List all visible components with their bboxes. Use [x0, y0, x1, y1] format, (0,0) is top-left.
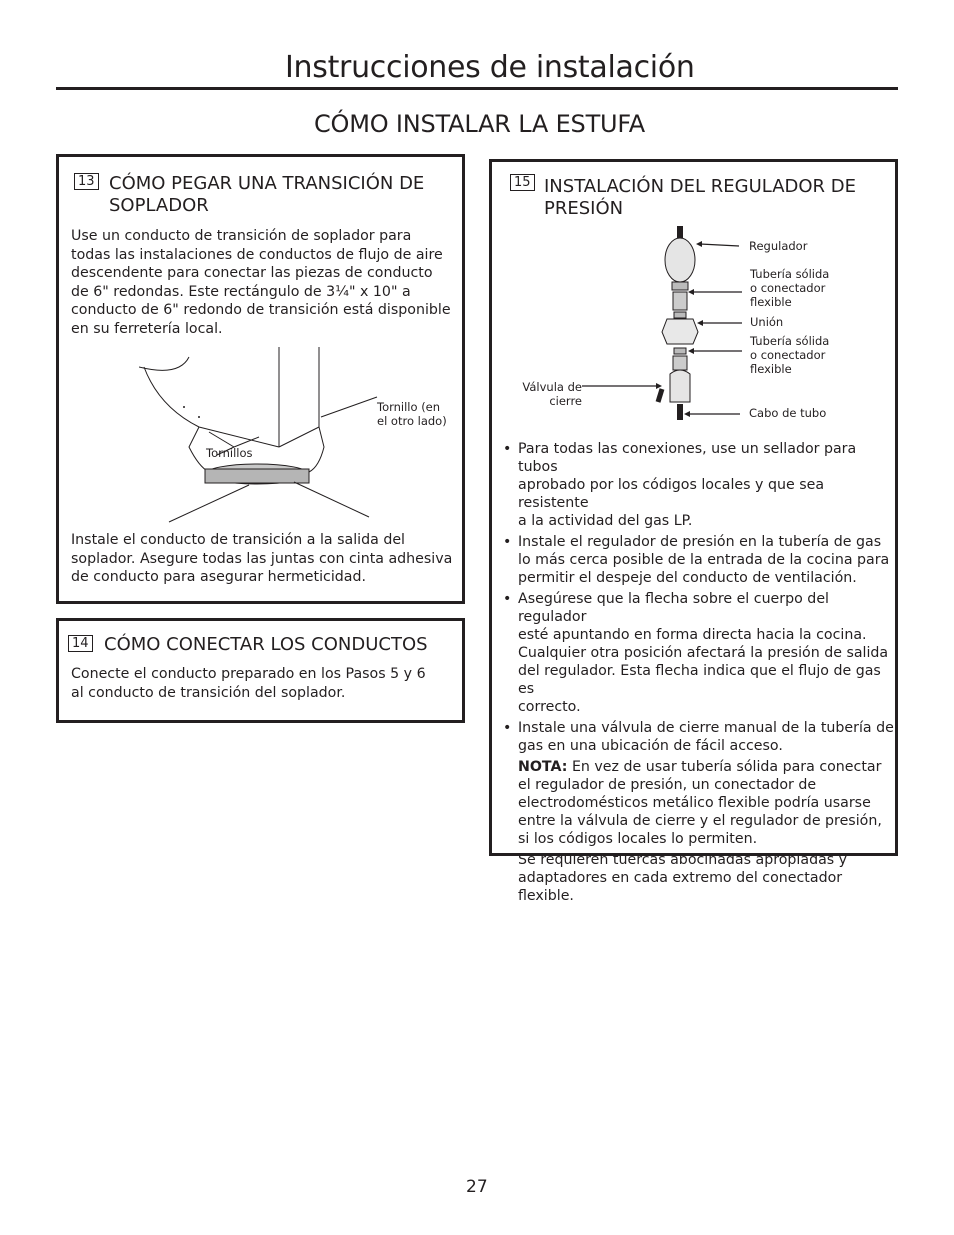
step-14-heading: CÓMO CONECTAR LOS CONDUCTOS	[104, 634, 428, 655]
page-title: Instrucciones de instalación	[285, 50, 695, 85]
title-rule	[56, 87, 898, 90]
callout-screws: Tornillos	[206, 446, 253, 460]
blower-transition-illustration	[139, 347, 459, 527]
callout-screw-other-side: Tornillo (en el otro lado)	[377, 400, 447, 428]
label-tuberia-2: Tubería sólida o conectador flexible	[750, 334, 830, 376]
list-item: • Instale una válvula de cierre manual de la tubería de gas en una ubicación de fácil acceso. NOTA: En vez de usar tubería sólida para conectar el regulador de presión, un conectador de electrodomésticos metálico flexible podría usarse entre la válvula de cierre y el regulador de presión, si los códigos locales lo permiten. Se requieren tuercas abocinadas apropiadas y adaptadores en cada extremo del conectador flexible.	[492, 719, 897, 905]
step-14-box	[56, 618, 465, 723]
list-item: • Para todas las conexiones, use un sellador para tubos aprobado por los códigos locales y que sea resistente a la actividad del gas LP.	[503, 441, 857, 529]
note-2: Se requieren tuercas abocinadas apropiadas y adaptadores en cada extremo del conectador flexible.	[518, 852, 848, 904]
step-15-heading: INSTALACIÓN DEL REGULADOR DE PRESIÓN	[544, 176, 857, 219]
label-union: Unión	[750, 315, 784, 329]
step-13-para2: Instale el conducto de transición a la salida del soplador. Asegure todas las juntas con cinta adhesiva de conducto para asegurar hermeticidad.	[71, 532, 453, 586]
step-15-number: 15	[510, 174, 535, 193]
regulator-assembly-illustration	[574, 224, 764, 424]
label-valvula: Válvula de cierre	[522, 380, 582, 408]
list-item: • Asegúrese que la flecha sobre el cuerpo del regulador esté apuntando en forma directa hacia la cocina. Cualquier otra posición afectará la presión de salida del regulador. Esta flecha indica que el flujo de gas es correcto.	[503, 591, 889, 715]
page-number: 27	[466, 1177, 488, 1197]
section-title: CÓMO INSTALAR LA ESTUFA	[314, 110, 646, 138]
label-regulador: Regulador	[749, 239, 808, 253]
bullet-list	[492, 440, 897, 908]
step-13-box	[56, 154, 465, 604]
step-14-number: 14	[68, 635, 93, 654]
step-13-heading: CÓMO PEGAR UNA TRANSICIÓN DE SOPLADOR	[109, 173, 425, 216]
label-tuberia-1: Tubería sólida o conectador flexible	[750, 267, 830, 309]
step-13-number: 13	[74, 173, 99, 192]
step-14-para: Conecte el conducto preparado en los Pasos 5 y 6 al conducto de transición del soplador.	[71, 666, 426, 701]
label-cabo: Cabo de tubo	[749, 406, 827, 420]
note: NOTA: En vez de usar tubería sólida para conectar el regulador de presión, un conectador de electrodomésticos metálico flexible podría usarse entre la válvula de cierre y el regulador de presión, si los códigos locales lo permiten.	[518, 759, 882, 847]
step-15-box	[489, 159, 898, 904]
list-item: • Instale el regulador de presión en la tubería de gas lo más cerca posible de la entrada de la cocina para permitir el despeje del conducto de ventilación.	[503, 534, 890, 586]
step-13-para1: Use un conducto de transición de soplador para todas las instalaciones de conductos de flujo de aire descendente para conectar las piezas de conducto de 6" redondas. Este rectángulo de 3¼" x 10" a conducto de 6" redondo de transición está disponible en su ferretería local.	[71, 228, 451, 337]
